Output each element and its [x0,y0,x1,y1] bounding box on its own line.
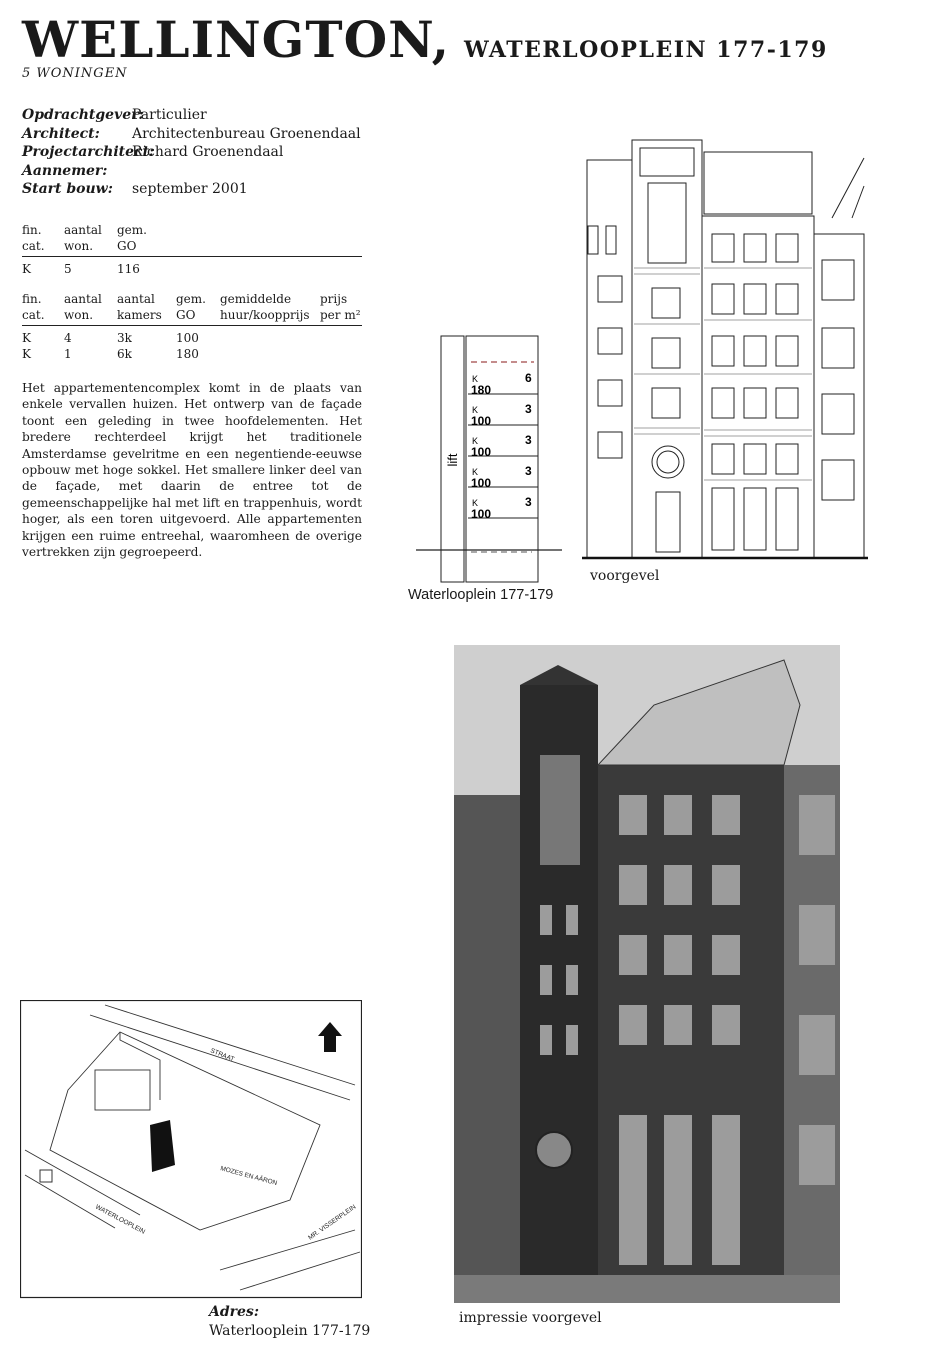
table-header [22,222,362,254]
project-row [22,125,361,144]
table-header-cell: aantal won. [64,223,102,253]
facade-elevation [582,138,868,560]
title-address: WATERLOOPLEIN 177-179 [464,37,828,63]
facade-tower [632,140,702,558]
table-header-cell: gem. GO [117,223,147,253]
table-cell: 4 [64,331,72,345]
project-row [22,180,361,199]
impression-rendering [454,645,840,1303]
project-label: Architect: [22,125,100,142]
floor-size: 100 [471,414,492,428]
floor-cat: K [472,436,479,446]
floor-size: 100 [471,476,492,490]
table-header-cell: aantal won. [64,292,102,322]
project-label: Projectarchitect: [22,144,155,160]
project-value: Architectenbureau Groenendaal [132,125,361,142]
table-header-cell: fin. cat. [22,223,45,253]
project-label: Aannemer: [22,162,108,179]
project-value: Particulier [132,107,207,123]
table-cell: 116 [117,262,140,276]
project-label: Opdrachtgever: [22,107,144,123]
section-caption: Waterlooplein 177-179 [408,587,554,603]
floor-rooms: 3 [525,402,532,416]
map-label: MOZES EN AÄRON [219,1165,278,1188]
project-info [22,106,361,199]
table-cell: 5 [64,262,72,276]
project-row [22,106,361,125]
floor-rooms: 3 [525,495,532,509]
roof-glazing [704,152,812,214]
table-header-cell: gem. GO [176,292,206,322]
project-row [22,162,361,181]
table-row [22,330,362,346]
left-buildings [454,795,524,1303]
description-paragraph: Het appartementencomplex komt in de plaats van enkele vervallen huizen. Het ontwerp van de façade toont een geleding in twee hoofdelementen. Het bredere rechterdeel krijgt het traditionele Amsterdamse gevelritme en een negentiende-eeuwse opbouw met hoge sokkel. Het smallere linker deel van de façade, met daarin de entree tot de gemeenschappelijke hal met lift en trappenhuis, wordt hoger, als een toren uitgevoerd. Alle appartementen krijgen een ruime entreehal, waaromheen de overige vertrekken zijn gegroepeerd. [22,381,362,560]
table-header-cell: gemiddelde huur/koopprijs [220,292,310,322]
table-cell: 180 [176,347,199,361]
floor-rooms: 6 [525,371,532,385]
table-header-cell: prijs per m² [320,292,361,322]
table-header [22,291,362,323]
table-rule [22,256,362,257]
floor-cat: K [472,374,479,384]
left-neighbour [587,160,632,558]
facade-main-block [702,216,814,558]
impression-caption: impressie voorgevel [459,1310,602,1326]
floor-cat: K [472,467,479,477]
address-block [209,1303,370,1341]
site-map [20,1000,362,1342]
page-title [22,10,828,76]
entrance-door [656,492,680,552]
map-label: STRAAT [209,1047,236,1064]
table-rule [22,325,362,326]
map-label: MR. VISSERPLEIN [307,1203,358,1242]
table-row [22,261,362,277]
floor-rooms: 3 [525,464,532,478]
facade-caption: voorgevel [590,568,660,584]
table-cell: 100 [176,331,199,345]
table-cell: K [22,331,31,345]
floor-size: 100 [471,445,492,459]
floor-rooms: 3 [525,433,532,447]
subtitle: 5 WONINGEN [22,66,128,81]
lift-label: lift [445,453,460,467]
title-name: WELLINGTON, [22,10,451,69]
table-cell: K [22,347,31,361]
table-cell: 6k [117,347,132,361]
floor-size: 100 [471,507,492,521]
render-round-window [536,1132,572,1168]
table-cell: 1 [64,347,72,361]
table-cell: K [22,262,31,276]
dwelling-table [22,291,362,362]
project-label: Start bouw: [22,181,113,197]
floor-size: 180 [471,383,492,397]
floor-cat: K [472,498,479,508]
floor-cat: K [472,405,479,415]
summary-table [22,222,362,277]
section-diagram [412,330,572,588]
table-row [22,346,362,362]
project-value: Richard Groenendaal [132,144,284,160]
table-header-cell: aantal kamers [117,292,162,322]
project-row [22,143,361,162]
table-cell: 3k [117,331,132,345]
address-label: Adres: [209,1304,259,1320]
table-header-cell: fin. cat. [22,292,45,322]
map-label: WATERLOOPLEIN [94,1203,147,1236]
render-street [454,1275,840,1303]
project-value: september 2001 [132,181,248,197]
address-value: Waterlooplein 177-179 [209,1323,371,1339]
